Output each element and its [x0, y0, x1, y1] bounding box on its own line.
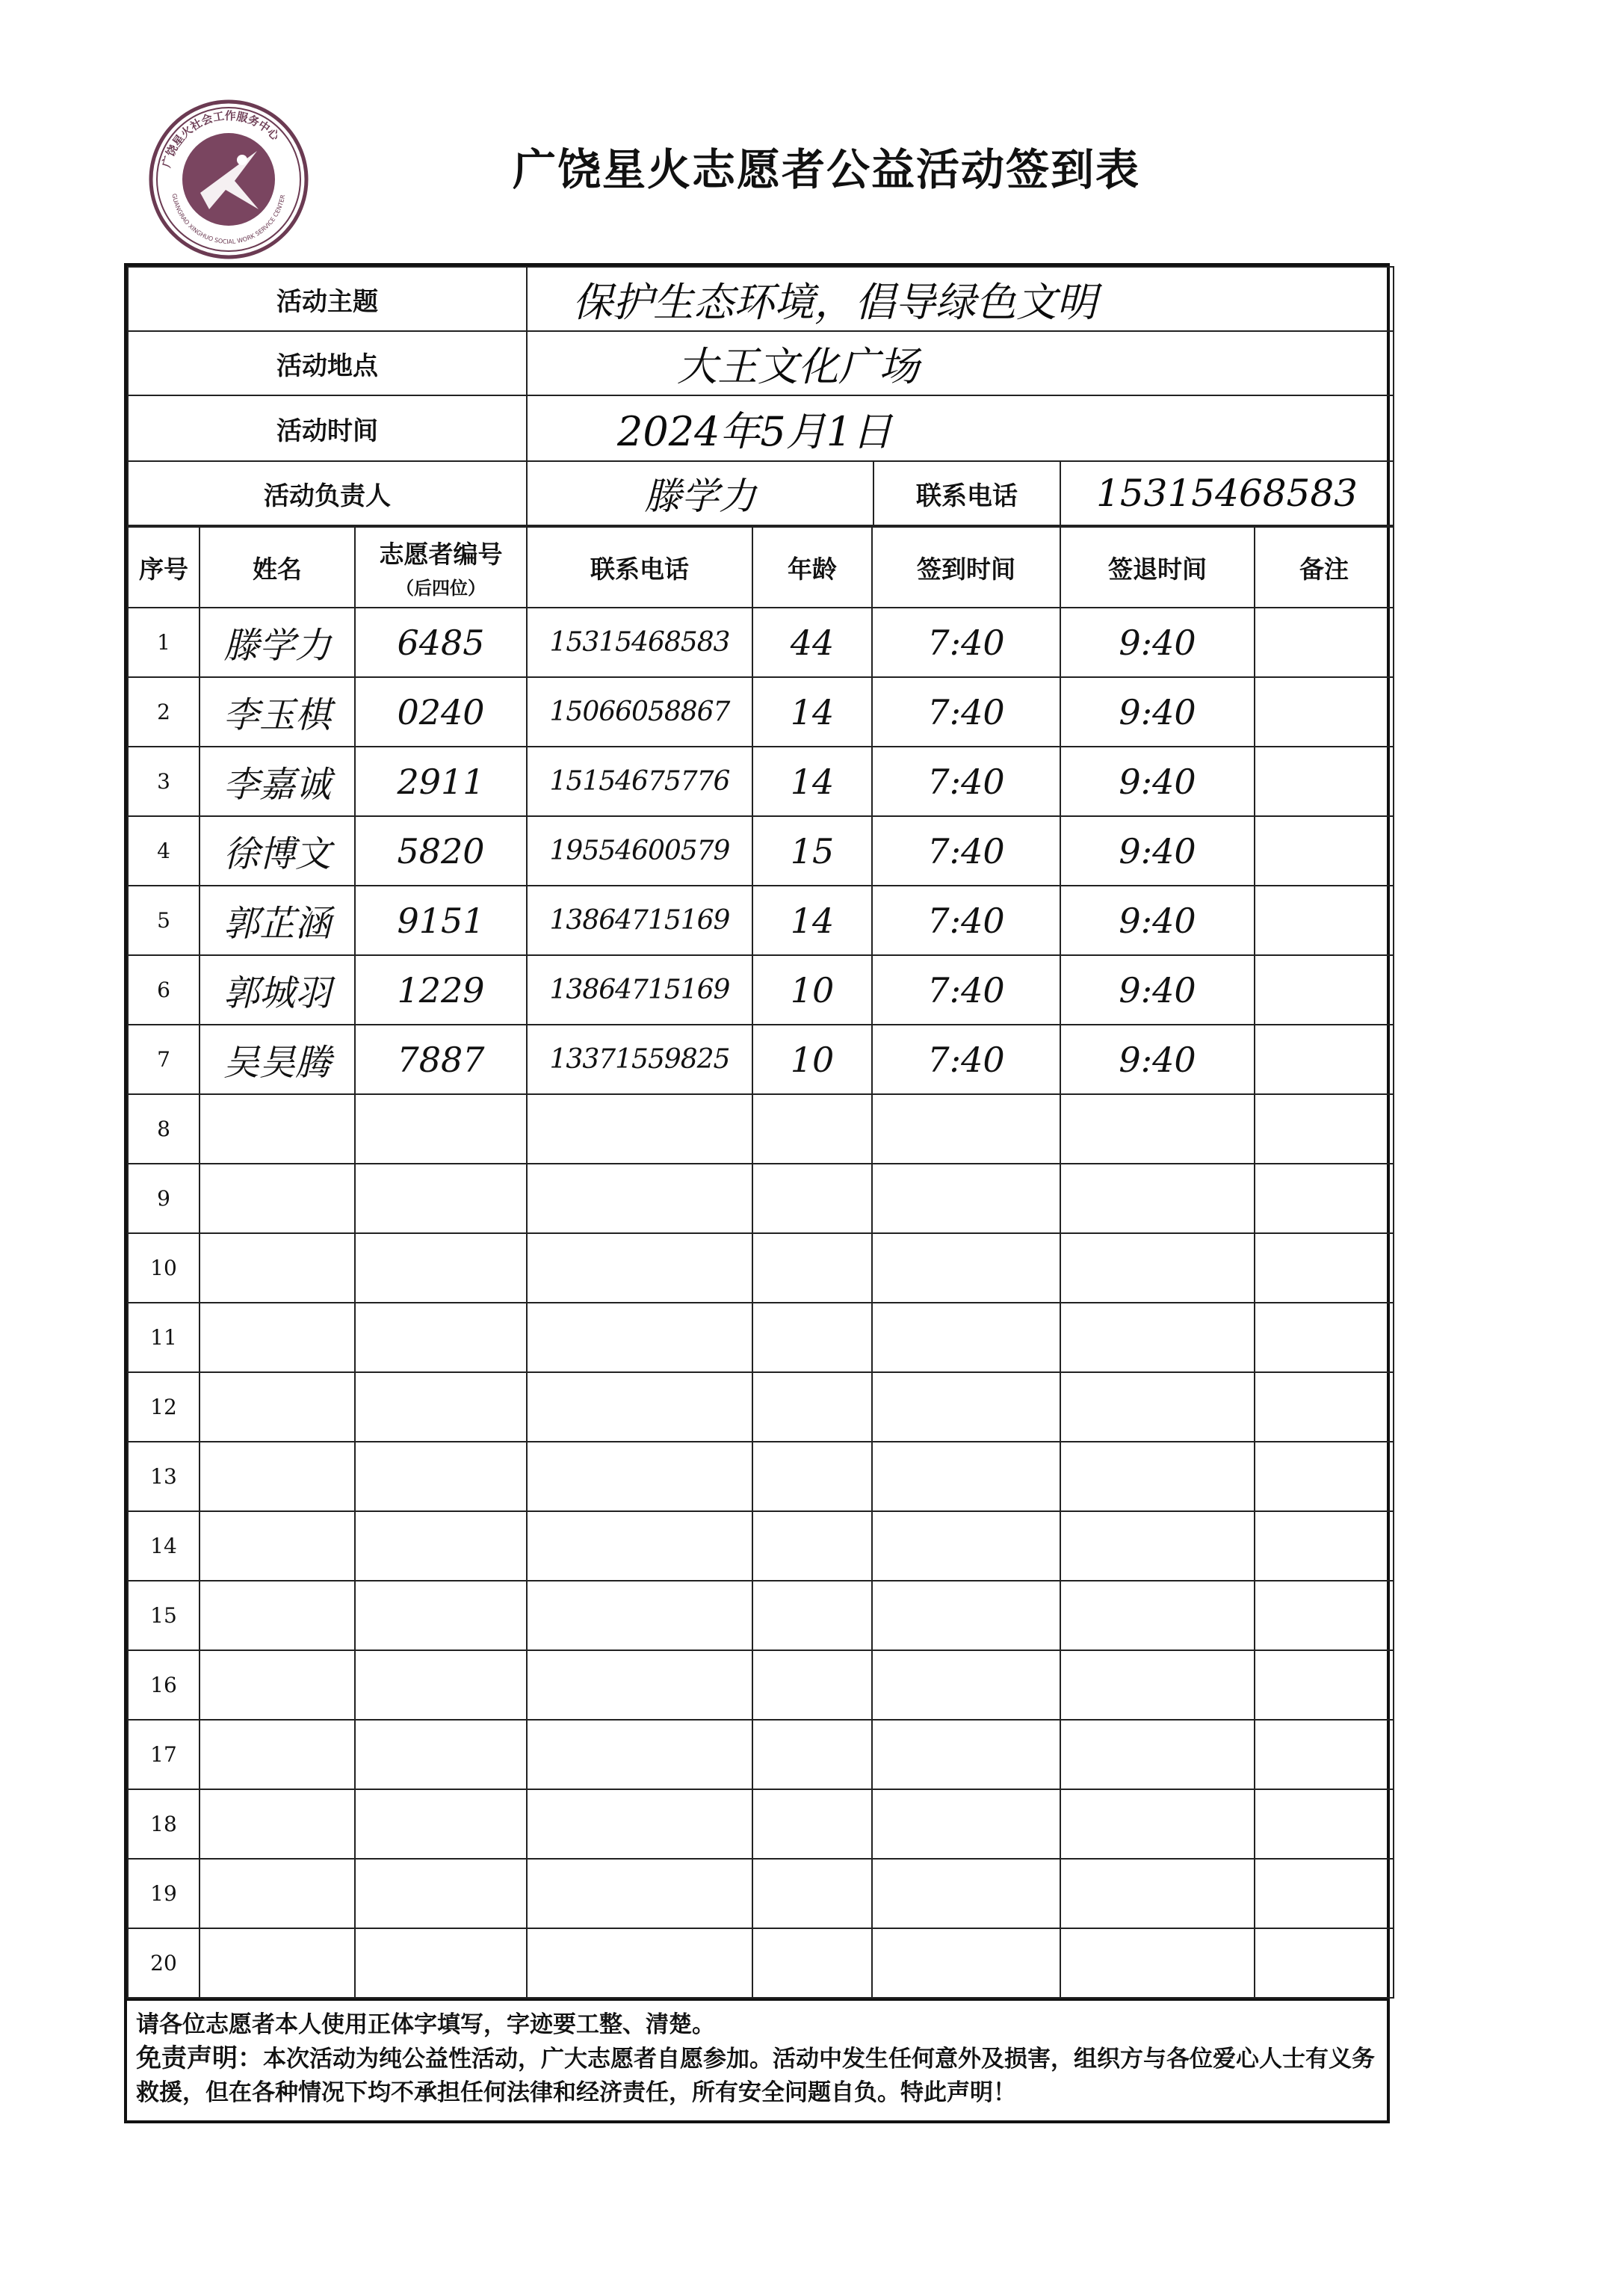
row-index: 11 [128, 1303, 200, 1372]
table-row [128, 677, 1394, 747]
time-label: 活动时间 [128, 395, 527, 461]
col-phone: 联系电话 [527, 527, 752, 608]
row-checkin [872, 1789, 1060, 1859]
row-phone [527, 1720, 752, 1789]
row-checkout: 9:40 [1060, 747, 1255, 816]
row-name [200, 1511, 355, 1581]
row-checkout [1060, 1928, 1255, 1998]
row-age [752, 1720, 872, 1789]
row-checkin [872, 1511, 1060, 1581]
row-checkout: 9:40 [1060, 677, 1255, 747]
row-remark [1255, 747, 1394, 816]
row-remark [1255, 1372, 1394, 1442]
disclaimer [136, 2042, 1378, 2110]
row-index: 8 [128, 1094, 200, 1164]
row-checkout [1060, 1372, 1255, 1442]
row-checkout [1060, 1303, 1255, 1372]
row-checkout: 9:40 [1060, 1025, 1255, 1094]
sign-in-sheet [124, 263, 1390, 2123]
row-name: 郭芷涵 [200, 886, 355, 955]
row-age [752, 1233, 872, 1303]
row-remark [1255, 1789, 1394, 1859]
instruction-text: 请各位志愿者本人使用正体字填写，字迹要工整、清楚。 [136, 2011, 715, 2038]
row-remark [1255, 1859, 1394, 1928]
row-phone: 15066058867 [527, 677, 752, 747]
row-volunteer-id [355, 1442, 527, 1511]
row-checkin: 7:40 [872, 886, 1060, 955]
notes-section [127, 1999, 1387, 2120]
row-name [200, 1164, 355, 1233]
row-name [200, 1928, 355, 1998]
row-volunteer-id: 5820 [355, 816, 527, 886]
row-checkin: 7:40 [872, 747, 1060, 816]
col-volunteer-id [355, 527, 527, 608]
col-checkin: 签到时间 [872, 527, 1060, 608]
row-phone: 13864715169 [527, 955, 752, 1025]
row-checkin [872, 1233, 1060, 1303]
row-checkin: 7:40 [872, 1025, 1060, 1094]
col-age: 年龄 [752, 527, 872, 608]
row-name [200, 1233, 355, 1303]
row-phone [527, 1164, 752, 1233]
row-name [200, 1720, 355, 1789]
row-remark [1255, 677, 1394, 747]
row-checkout: 9:40 [1060, 816, 1255, 886]
col-volunteer-id-label: 志愿者编号 [379, 540, 503, 569]
row-remark [1255, 1720, 1394, 1789]
table-row [128, 886, 1394, 955]
table-row [128, 1372, 1394, 1442]
row-checkout [1060, 1164, 1255, 1233]
row-checkin [872, 1928, 1060, 1998]
row-index: 19 [128, 1859, 200, 1928]
row-name [200, 1442, 355, 1511]
table-row [128, 1650, 1394, 1720]
row-volunteer-id: 2911 [355, 747, 527, 816]
logo-org-text-en: GUANGRAO XINGHUO SOCIAL WORK SERVICE CENTER [170, 193, 287, 246]
row-checkout [1060, 1720, 1255, 1789]
row-checkout [1060, 1650, 1255, 1720]
row-name [200, 1094, 355, 1164]
row-index: 16 [128, 1650, 200, 1720]
row-volunteer-id [355, 1789, 527, 1859]
row-volunteer-id: 0240 [355, 677, 527, 747]
row-name: 李嘉诚 [200, 747, 355, 816]
row-remark [1255, 608, 1394, 677]
row-checkout [1060, 1442, 1255, 1511]
location-value: 大王文化广场 [527, 331, 1394, 395]
table-row [128, 608, 1394, 677]
row-remark [1255, 1164, 1394, 1233]
row-name [200, 1581, 355, 1650]
row-age [752, 1372, 872, 1442]
logo-org-text: 广饶星火社会工作服务中心 [159, 108, 282, 170]
row-age: 14 [752, 886, 872, 955]
row-volunteer-id [355, 1511, 527, 1581]
row-age [752, 1650, 872, 1720]
row-age [752, 1789, 872, 1859]
col-index: 序号 [128, 527, 200, 608]
row-checkin [872, 1442, 1060, 1511]
row-phone [527, 1442, 752, 1511]
table-row [128, 1581, 1394, 1650]
row-index: 6 [128, 955, 200, 1025]
row-name: 徐博文 [200, 816, 355, 886]
row-volunteer-id: 6485 [355, 608, 527, 677]
table-row [128, 1442, 1394, 1511]
row-index: 18 [128, 1789, 200, 1859]
row-index: 12 [128, 1372, 200, 1442]
row-phone [527, 1789, 752, 1859]
table-row [128, 1025, 1394, 1094]
row-checkin [872, 1859, 1060, 1928]
row-checkin: 7:40 [872, 816, 1060, 886]
table-row [128, 1094, 1394, 1164]
row-phone [527, 1650, 752, 1720]
table-row [128, 747, 1394, 816]
row-volunteer-id [355, 1233, 527, 1303]
leader-label: 活动负责人 [128, 461, 527, 525]
row-phone [527, 1581, 752, 1650]
table-row [128, 816, 1394, 886]
table-header-row [128, 527, 1394, 608]
row-remark [1255, 1094, 1394, 1164]
row-age: 14 [752, 747, 872, 816]
disclaimer-text: 本次活动为纯公益性活动，广大志愿者自愿参加。活动中发生任何意外及损害，组织方与各位爱心人士有义务救援，但在各种情况下均不承担任何法律和经济责任，所有安全问题自负。特此声明！ [136, 2046, 1375, 2106]
row-phone [527, 1094, 752, 1164]
row-phone: 13864715169 [527, 886, 752, 955]
col-checkout: 签退时间 [1060, 527, 1255, 608]
contact-phone-label: 联系电话 [873, 461, 1060, 525]
row-remark [1255, 1233, 1394, 1303]
row-checkout [1060, 1094, 1255, 1164]
row-checkout [1060, 1581, 1255, 1650]
table-row [128, 1789, 1394, 1859]
row-remark [1255, 1303, 1394, 1372]
row-remark [1255, 1511, 1394, 1581]
table-row [128, 1233, 1394, 1303]
row-volunteer-id [355, 1859, 527, 1928]
row-remark [1255, 886, 1394, 955]
row-volunteer-id [355, 1650, 527, 1720]
row-age: 44 [752, 608, 872, 677]
location-label: 活动地点 [128, 331, 527, 395]
table-row [128, 1303, 1394, 1372]
page-title: 广饶星火志愿者公益活动签到表 [512, 144, 1140, 195]
row-index: 9 [128, 1164, 200, 1233]
row-phone [527, 1372, 752, 1442]
row-checkout [1060, 1233, 1255, 1303]
row-index: 2 [128, 677, 200, 747]
row-volunteer-id [355, 1164, 527, 1233]
row-volunteer-id [355, 1720, 527, 1789]
theme-value: 保护生态环境，倡导绿色文明 [527, 267, 1394, 331]
row-checkin [872, 1164, 1060, 1233]
row-volunteer-id [355, 1372, 527, 1442]
row-index: 7 [128, 1025, 200, 1094]
row-name [200, 1303, 355, 1372]
row-remark [1255, 816, 1394, 886]
col-name: 姓名 [200, 527, 355, 608]
row-age [752, 1303, 872, 1372]
row-index: 15 [128, 1581, 200, 1650]
row-checkout: 9:40 [1060, 886, 1255, 955]
row-age: 14 [752, 677, 872, 747]
row-age: 10 [752, 1025, 872, 1094]
row-index: 14 [128, 1511, 200, 1581]
row-name [200, 1859, 355, 1928]
row-phone [527, 1233, 752, 1303]
row-volunteer-id [355, 1303, 527, 1372]
row-phone: 15315468583 [527, 608, 752, 677]
row-checkin [872, 1094, 1060, 1164]
row-remark [1255, 1025, 1394, 1094]
col-volunteer-id-sub: （后四位） [396, 578, 486, 599]
row-remark [1255, 1650, 1394, 1720]
row-volunteer-id: 9151 [355, 886, 527, 955]
table-body [128, 608, 1394, 1998]
row-name [200, 1650, 355, 1720]
table-row [128, 1720, 1394, 1789]
row-name: 郭城羽 [200, 955, 355, 1025]
col-remarks: 备注 [1255, 527, 1394, 608]
row-remark [1255, 1442, 1394, 1511]
row-name [200, 1789, 355, 1859]
row-phone [527, 1928, 752, 1998]
row-phone [527, 1859, 752, 1928]
row-index: 3 [128, 747, 200, 816]
row-phone [527, 1511, 752, 1581]
row-remark [1255, 1581, 1394, 1650]
row-volunteer-id [355, 1581, 527, 1650]
row-age: 15 [752, 816, 872, 886]
row-checkin [872, 1372, 1060, 1442]
leader-value: 滕学力 [527, 461, 873, 525]
row-name: 李玉棋 [200, 677, 355, 747]
row-volunteer-id: 1229 [355, 955, 527, 1025]
row-remark [1255, 955, 1394, 1025]
table-row [128, 1164, 1394, 1233]
contact-phone-value: 15315468583 [1060, 461, 1394, 525]
row-phone: 15154675776 [527, 747, 752, 816]
row-volunteer-id [355, 1094, 527, 1164]
info-table [127, 266, 1394, 526]
row-phone: 19554600579 [527, 816, 752, 886]
row-index: 20 [128, 1928, 200, 1998]
row-age [752, 1581, 872, 1650]
row-checkout [1060, 1859, 1255, 1928]
row-index: 4 [128, 816, 200, 886]
row-name [200, 1372, 355, 1442]
row-checkin: 7:40 [872, 955, 1060, 1025]
volunteer-table [127, 526, 1394, 1999]
row-checkout [1060, 1511, 1255, 1581]
row-phone: 13371559825 [527, 1025, 752, 1094]
row-phone [527, 1303, 752, 1372]
row-index: 5 [128, 886, 200, 955]
row-name: 吴昊腾 [200, 1025, 355, 1094]
row-name: 滕学力 [200, 608, 355, 677]
row-age [752, 1928, 872, 1998]
table-row [128, 1859, 1394, 1928]
table-row [128, 1511, 1394, 1581]
row-age: 10 [752, 955, 872, 1025]
disclaimer-label: 免责声明： [136, 2043, 263, 2073]
row-index: 17 [128, 1720, 200, 1789]
row-volunteer-id: 7887 [355, 1025, 527, 1094]
row-checkout: 9:40 [1060, 608, 1255, 677]
row-age [752, 1094, 872, 1164]
row-remark [1255, 1928, 1394, 1998]
row-checkin [872, 1581, 1060, 1650]
row-checkin: 7:40 [872, 608, 1060, 677]
time-value: 2024年5月1日 [527, 395, 1394, 461]
row-checkin [872, 1303, 1060, 1372]
row-age [752, 1859, 872, 1928]
row-checkin [872, 1650, 1060, 1720]
row-checkout: 9:40 [1060, 955, 1255, 1025]
row-index: 13 [128, 1442, 200, 1511]
row-age [752, 1442, 872, 1511]
table-row [128, 1928, 1394, 1998]
row-checkout [1060, 1789, 1255, 1859]
row-age [752, 1164, 872, 1233]
row-volunteer-id [355, 1928, 527, 1998]
theme-label: 活动主题 [128, 267, 527, 331]
row-index: 1 [128, 608, 200, 677]
row-index: 10 [128, 1233, 200, 1303]
row-age [752, 1511, 872, 1581]
row-checkin: 7:40 [872, 677, 1060, 747]
row-checkin [872, 1720, 1060, 1789]
table-row [128, 955, 1394, 1025]
